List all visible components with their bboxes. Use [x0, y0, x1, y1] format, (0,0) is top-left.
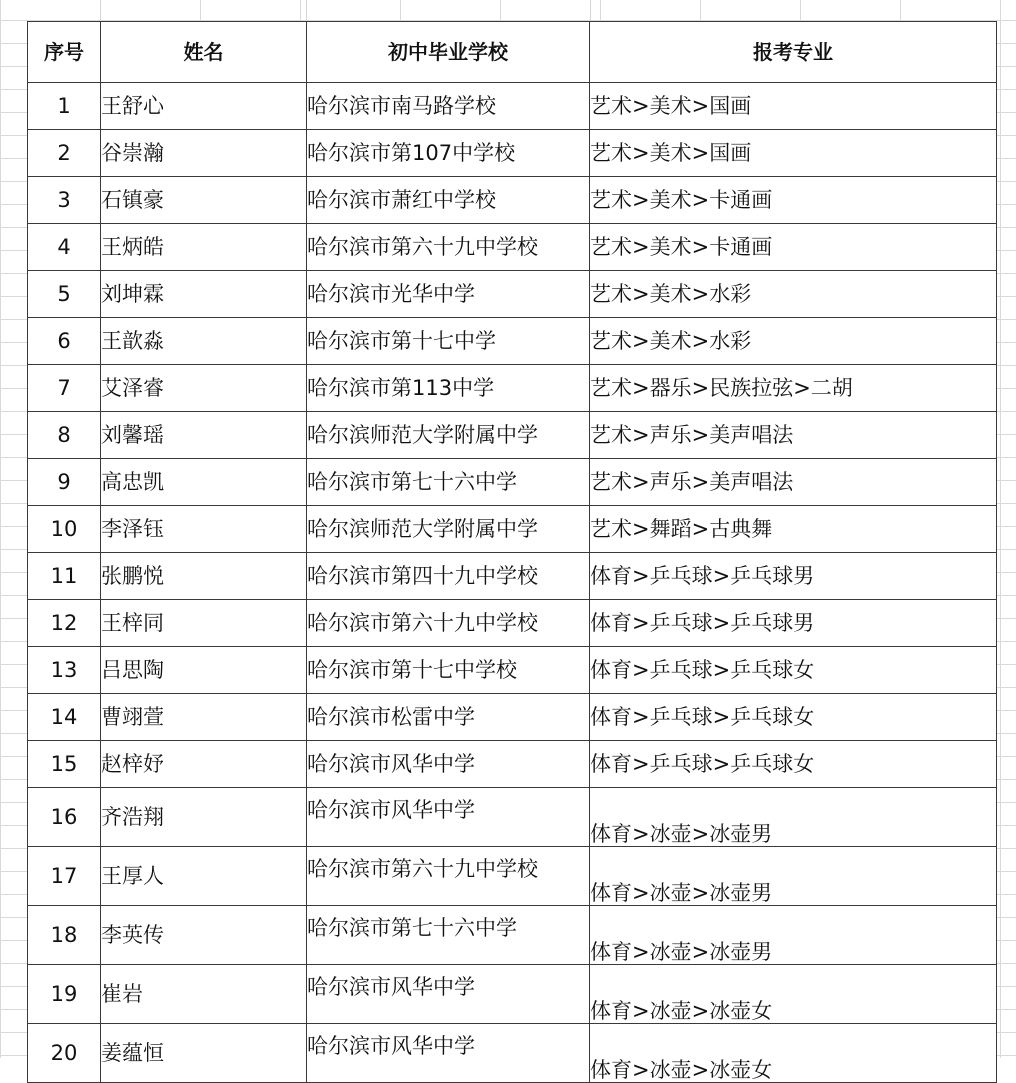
cell-no[interactable]: 19 [28, 965, 101, 1024]
cell-major[interactable]: 艺术>美术>国画 [590, 130, 997, 177]
table-row [28, 788, 997, 847]
cell-major[interactable]: 艺术>声乐>美声唱法 [590, 459, 997, 506]
cell-name[interactable]: 艾泽睿 [101, 365, 307, 412]
cell-name[interactable]: 李泽钰 [101, 506, 307, 553]
table-row [28, 459, 997, 506]
table-row [28, 600, 997, 647]
cell-name[interactable]: 崔岩 [101, 965, 307, 1024]
cell-name[interactable]: 刘馨瑶 [101, 412, 307, 459]
table-row [28, 1024, 997, 1083]
cell-major[interactable]: 体育>乒乓球>乒乓球女 [590, 647, 997, 694]
cell-no[interactable]: 20 [28, 1024, 101, 1083]
cell-name[interactable]: 王梓同 [101, 600, 307, 647]
cell-no[interactable]: 14 [28, 694, 101, 741]
cell-no[interactable]: 10 [28, 506, 101, 553]
cell-school[interactable]: 哈尔滨市第六十九中学校 [307, 847, 590, 906]
header-name[interactable]: 姓名 [101, 22, 307, 83]
cell-school[interactable]: 哈尔滨师范大学附属中学 [307, 412, 590, 459]
cell-major[interactable]: 艺术>器乐>民族拉弦>二胡 [590, 365, 997, 412]
cell-name[interactable]: 高忠凯 [101, 459, 307, 506]
cell-no[interactable]: 6 [28, 318, 101, 365]
table-body [28, 83, 997, 1083]
cell-name[interactable]: 吕思陶 [101, 647, 307, 694]
cell-school[interactable]: 哈尔滨市风华中学 [307, 788, 590, 847]
cell-name[interactable]: 王舒心 [101, 83, 307, 130]
table-row [28, 506, 997, 553]
cell-no[interactable]: 2 [28, 130, 101, 177]
cell-major[interactable]: 体育>乒乓球>乒乓球女 [590, 741, 997, 788]
cell-school[interactable]: 哈尔滨市萧红中学校 [307, 177, 590, 224]
cell-major[interactable]: 体育>乒乓球>乒乓球男 [590, 553, 997, 600]
table-row [28, 694, 997, 741]
cell-school[interactable]: 哈尔滨市风华中学 [307, 741, 590, 788]
table-row [28, 318, 997, 365]
cell-name[interactable]: 王炳皓 [101, 224, 307, 271]
table-row [28, 741, 997, 788]
cell-major[interactable]: 体育>冰壶>冰壶女 [590, 1024, 997, 1083]
cell-no[interactable]: 9 [28, 459, 101, 506]
cell-major[interactable]: 体育>冰壶>冰壶男 [590, 906, 997, 965]
cell-name[interactable]: 曹翊萱 [101, 694, 307, 741]
cell-school[interactable]: 哈尔滨市风华中学 [307, 1024, 590, 1083]
table-row [28, 906, 997, 965]
cell-school[interactable]: 哈尔滨市第四十九中学校 [307, 553, 590, 600]
cell-school[interactable]: 哈尔滨市第七十六中学 [307, 906, 590, 965]
cell-major[interactable]: 艺术>声乐>美声唱法 [590, 412, 997, 459]
header-school[interactable]: 初中毕业学校 [307, 22, 590, 83]
cell-school[interactable]: 哈尔滨市第113中学 [307, 365, 590, 412]
cell-school[interactable]: 哈尔滨市风华中学 [307, 965, 590, 1024]
table-row [28, 177, 997, 224]
cell-no[interactable]: 8 [28, 412, 101, 459]
header-no[interactable]: 序号 [28, 22, 101, 83]
cell-no[interactable]: 5 [28, 271, 101, 318]
cell-name[interactable]: 赵梓妤 [101, 741, 307, 788]
header-row [28, 22, 997, 83]
cell-name[interactable]: 刘坤霖 [101, 271, 307, 318]
table-row [28, 412, 997, 459]
cell-name[interactable]: 王歆淼 [101, 318, 307, 365]
cell-no[interactable]: 15 [28, 741, 101, 788]
table-row [28, 271, 997, 318]
cell-major[interactable]: 体育>冰壶>冰壶男 [590, 847, 997, 906]
cell-school[interactable]: 哈尔滨师范大学附属中学 [307, 506, 590, 553]
table-row [28, 553, 997, 600]
cell-no[interactable]: 1 [28, 83, 101, 130]
cell-no[interactable]: 3 [28, 177, 101, 224]
cell-major[interactable]: 体育>冰壶>冰壶女 [590, 965, 997, 1024]
cell-school[interactable]: 哈尔滨市第十七中学校 [307, 647, 590, 694]
cell-no[interactable]: 13 [28, 647, 101, 694]
cell-school[interactable]: 哈尔滨市第七十六中学 [307, 459, 590, 506]
cell-school[interactable]: 哈尔滨市第六十九中学校 [307, 600, 590, 647]
cell-school[interactable]: 哈尔滨市第六十九中学校 [307, 224, 590, 271]
cell-no[interactable]: 17 [28, 847, 101, 906]
cell-no[interactable]: 7 [28, 365, 101, 412]
cell-name[interactable]: 李英传 [101, 906, 307, 965]
cell-major[interactable]: 艺术>美术>水彩 [590, 318, 997, 365]
cell-major[interactable]: 体育>冰壶>冰壶男 [590, 788, 997, 847]
cell-school[interactable]: 哈尔滨市第107中学校 [307, 130, 590, 177]
cell-no[interactable]: 18 [28, 906, 101, 965]
cell-major[interactable]: 艺术>舞蹈>古典舞 [590, 506, 997, 553]
cell-major[interactable]: 体育>乒乓球>乒乓球男 [590, 600, 997, 647]
cell-name[interactable]: 王厚人 [101, 847, 307, 906]
cell-no[interactable]: 11 [28, 553, 101, 600]
cell-major[interactable]: 体育>乒乓球>乒乓球女 [590, 694, 997, 741]
cell-major[interactable]: 艺术>美术>国画 [590, 83, 997, 130]
cell-name[interactable]: 张鹏悦 [101, 553, 307, 600]
table-row [28, 647, 997, 694]
cell-name[interactable]: 姜蕴恒 [101, 1024, 307, 1083]
cell-major[interactable]: 艺术>美术>卡通画 [590, 224, 997, 271]
table-row [28, 965, 997, 1024]
cell-no[interactable]: 4 [28, 224, 101, 271]
header-major[interactable]: 报考专业 [590, 22, 997, 83]
cell-name[interactable]: 谷崇瀚 [101, 130, 307, 177]
cell-major[interactable]: 艺术>美术>水彩 [590, 271, 997, 318]
cell-name[interactable]: 石镇豪 [101, 177, 307, 224]
table-row [28, 130, 997, 177]
enrollment-table [27, 21, 997, 1083]
cell-school[interactable]: 哈尔滨市光华中学 [307, 271, 590, 318]
table-row [28, 224, 997, 271]
table-row [28, 847, 997, 906]
table-row [28, 365, 997, 412]
cell-no[interactable]: 16 [28, 788, 101, 847]
cell-school[interactable]: 哈尔滨市南马路学校 [307, 83, 590, 130]
cell-school[interactable]: 哈尔滨市第十七中学 [307, 318, 590, 365]
cell-school[interactable]: 哈尔滨市松雷中学 [307, 694, 590, 741]
table-row [28, 83, 997, 130]
cell-major[interactable]: 艺术>美术>卡通画 [590, 177, 997, 224]
cell-name[interactable]: 齐浩翔 [101, 788, 307, 847]
cell-no[interactable]: 12 [28, 600, 101, 647]
